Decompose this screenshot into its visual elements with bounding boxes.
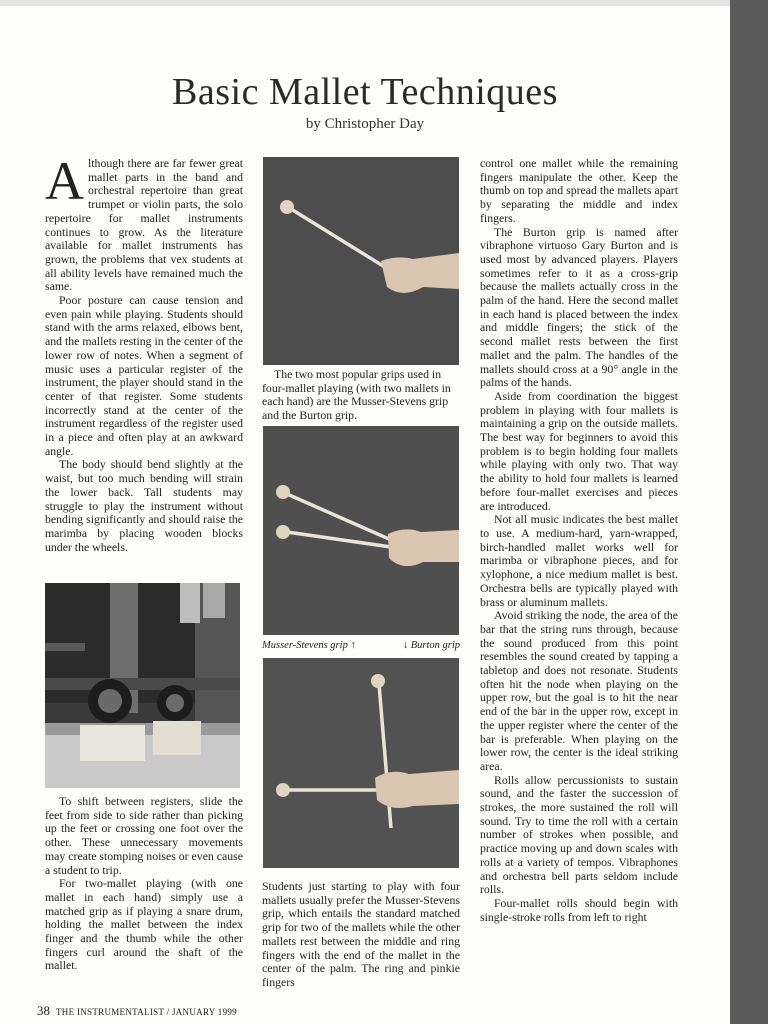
burton-grip-photo xyxy=(263,658,459,868)
page-footer xyxy=(37,1003,237,1019)
paragraph: Rolls allow percussionists to sustain sound, and the faster the succession of strokes, the more sustained the roll will sound. Try to time the roll with a certain number of strokes when possible, and practice moving up and down scales with rolls at a variety of tempos. Vibraphones and orchestra bell parts seldom include rolls. xyxy=(480,772,678,897)
column-1-top xyxy=(45,151,243,554)
scan-edge-shadow xyxy=(730,0,768,1024)
column-2-bottom xyxy=(262,880,460,990)
burton-grip-image xyxy=(263,658,459,868)
drop-cap: A xyxy=(45,151,84,211)
paragraph: Students just starting to play with four mallets usually prefer the Musser-Stevens grip, which entails the standard matched grip for two of the mallets while the other mallets rest between the middle and ring fingers with the end of the mallet in the center of the palm. The ring and pinkie fingers xyxy=(262,879,460,989)
marimba-wheels-image xyxy=(45,583,240,788)
two-mallet-grip-image xyxy=(263,157,459,365)
grip-captions xyxy=(262,640,460,654)
paragraph: For two-mallet playing (with one mallet in each hand) simply use a matched grip as if playing a snare drum, holding the mallet between the index finger and the thumb while the other fingers curl around the shaft of the mallet. xyxy=(45,876,243,973)
paragraph: control one mallet while the remaining fingers manipulate the other. Keep the thumb on top and spread the mallets apart by separating the middle and index fingers. xyxy=(480,156,678,225)
paragraph: Poor posture can cause tension and even pain while playing. Students should stand with the arms relaxed, elbows bent, and the mallets resting in the center of the lower row of notes. When a segment of music uses a particular register of the instrument, the player should stand in the center of that register. Some students incorrectly stand at the center of the instrument regardless of the register used in a piece and often play at an awkward angle. xyxy=(45,293,243,458)
paragraph: Avoid striking the node, the area of the bar that the string runs through, because the sound produced from this point resembles the sound created by tapping a tabletop and does not resonate. Students often hit the node when playing on the upper row, but the goal is to hit the near end of the bar in the upper row, except in the upper register where the center of the bar is preferable. When playing on the lower row, the center is the ideal striking area. xyxy=(480,608,678,773)
column-3 xyxy=(480,157,678,924)
article-title: Basic Mallet Techniques xyxy=(172,71,558,113)
musser-stevens-grip-photo xyxy=(263,426,459,635)
page-number: 38 xyxy=(37,1003,50,1018)
caption-burton: ↓ Burton grip xyxy=(402,640,460,651)
column-2-caption xyxy=(262,368,460,423)
paragraph: The body should bend slightly at the waist, but too much bending will strain the lower back. Tall students may struggle to play the instrument without bending significantly and should raise the marimba by placing wooden blocks under the wheels. xyxy=(45,457,243,554)
paragraph xyxy=(45,151,243,294)
paragraph: Four-mallet rolls should begin with single-stroke rolls from left to right xyxy=(480,895,678,924)
caption-musser-stevens: Musser-Stevens grip ↑ xyxy=(262,640,356,651)
column-1-bottom xyxy=(45,795,243,973)
paragraph-text: lthough there are far fewer great mallet parts in the band and orchestral repertoire than great trumpet or violin parts, the solo repertoire for mallet instruments continues to grow. As the literature available for mallet instruments has grown, the problems that vex students at all ability levels have remained much the same. xyxy=(45,156,243,294)
marimba-wheels-photo xyxy=(45,583,240,788)
scan-top-edge xyxy=(0,0,730,6)
publication-line: THE INSTRUMENTALIST / JANUARY 1999 xyxy=(56,1007,237,1017)
musser-stevens-grip-image xyxy=(263,426,459,635)
article-byline: by Christopher Day xyxy=(305,116,425,132)
two-mallet-grip-photo xyxy=(263,157,459,365)
paragraph: The Burton grip is named after vibraphone virtuoso Gary Burton and is used most by advanced players. Players sometimes refer to it as a cross-grip because the mallets actually cross in the palm of the hand. Here the second mallet in each hand is placed between the index and middle fingers; the stick of the second mallet rests between the first mallet and the palm. The handles of the mallets should cross at a 90° angle in the palms of the hands. xyxy=(480,224,678,390)
paragraph: The two most popular grips used in four-mallet playing (with two mallets in each hand) are the Musser-Stevens grip and the Burton grip. xyxy=(262,367,451,423)
paragraph: Aside from coordination the biggest problem in playing with four mallets is maintaining a grip on the outside mallets. The best way for beginners to avoid this problem is to begin holding four mallets while playing with only two. That way the ability to hold four mallets is learned before four-mallet exercises and pieces are introduced. xyxy=(480,388,678,513)
paragraph: To shift between registers, slide the feet from side to side rather than picking up the feet or crossing one foot over the other. These unnecessary movements may create stomping noises or even cause a student to trip. xyxy=(45,794,243,877)
paragraph: Not all music indicates the best mallet to use. A medium-hard, yarn-wrapped, birch-handled mallet works well for marimba or vibraphone pieces, and for xylophone, a nice medium mallet is best. Orchestra bells are typically played with brass or aluminum mallets. xyxy=(480,512,678,609)
